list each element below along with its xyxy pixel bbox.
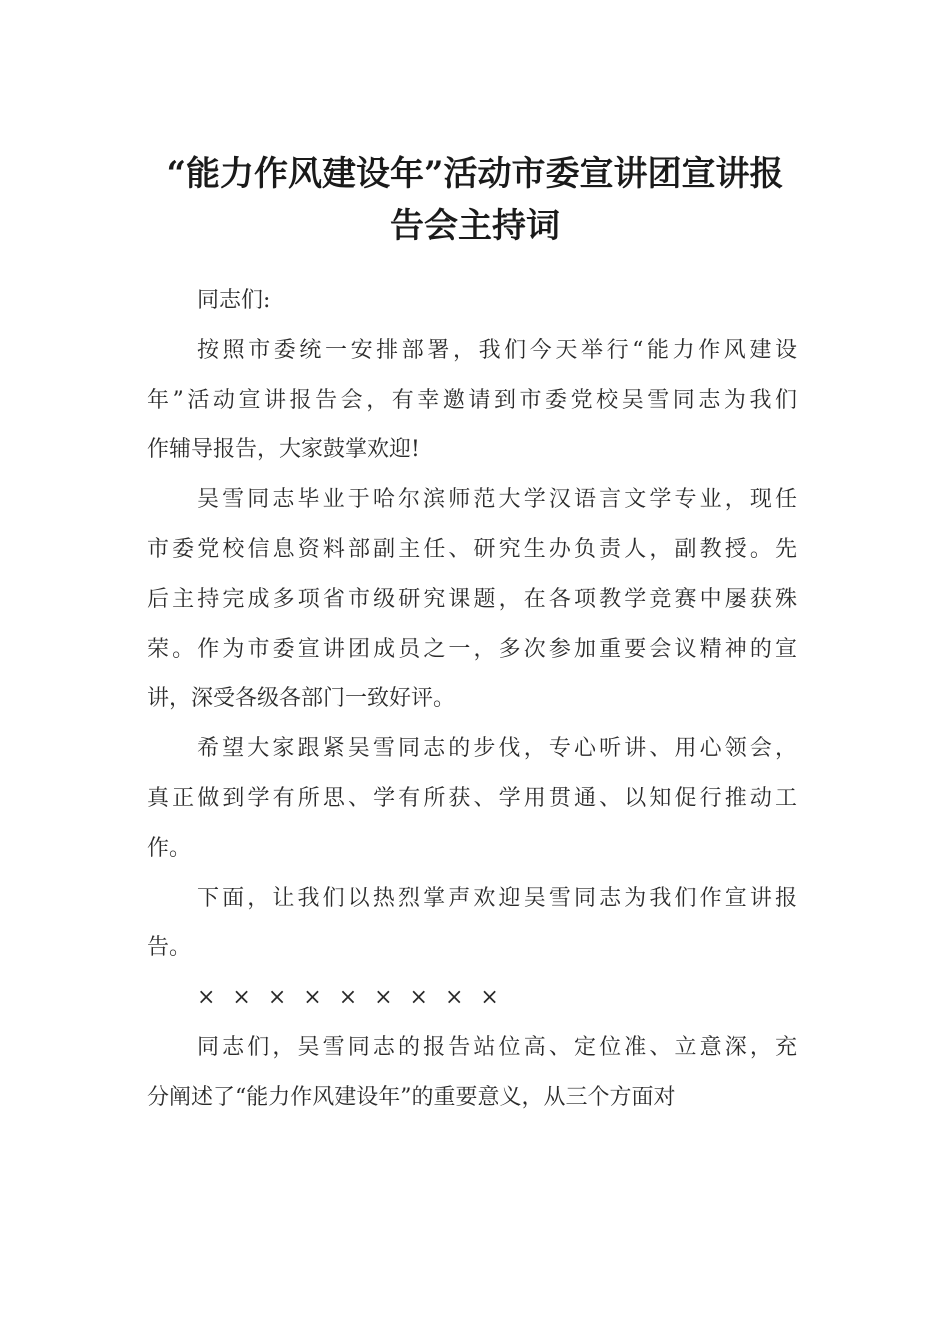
paragraph-3-line-3: 作。 <box>147 835 192 861</box>
paragraph-3-line-2: 真正做到学有所思、学有所获、学用贯通、以知促行推动工 <box>147 785 797 811</box>
paragraph-5-line-2: 分阐述了“能力作风建设年”的重要意义，从三个方面对 <box>147 1084 676 1110</box>
paragraph-2-line-1: 吴雪同志毕业于哈尔滨师范大学汉语言文学专业，现任 <box>197 487 797 513</box>
title-line-2: 告会主持词 <box>390 206 560 246</box>
paragraph-2-line-4: 荣。作为市委宣讲团成员之一，多次参加重要会议精神的宣 <box>147 636 797 662</box>
section-separator: × × × × × × × × × <box>197 985 504 1011</box>
paragraph-2-line-3: 后主持完成多项省市级研究课题，在各项教学竞赛中屡获殊 <box>147 586 797 612</box>
paragraph-1-line-1: 按照市委统一安排部署，我们今天举行“能力作风建设 <box>197 337 797 363</box>
salutation: 同志们: <box>197 288 271 313</box>
paragraph-1-line-3: 作辅导报告，大家鼓掌欢迎! <box>147 437 420 463</box>
paragraph-3-line-1: 希望大家跟紧吴雪同志的步伐，专心听讲、用心领会， <box>197 736 797 762</box>
document-body <box>147 276 797 1123</box>
paragraph-2-line-2: 市委党校信息资料部副主任、研究生办负责人，副教授。先 <box>147 536 797 562</box>
paragraph-1-line-2: 年”活动宣讲报告会，有幸邀请到市委党校吴雪同志为我们 <box>147 387 797 413</box>
paragraph-2-line-5: 讲，深受各级各部门一致好评。 <box>147 686 456 712</box>
paragraph-4-line-2: 告。 <box>147 935 192 961</box>
paragraph-4-line-1: 下面，让我们以热烈掌声欢迎吴雪同志为我们作宣讲报 <box>197 885 797 911</box>
document-title <box>120 148 830 252</box>
paragraph-5-line-1: 同志们，吴雪同志的报告站位高、定位准、立意深，充 <box>197 1034 797 1060</box>
title-line-1: “能力作风建设年”活动市委宣讲团宣讲报 <box>166 154 784 194</box>
